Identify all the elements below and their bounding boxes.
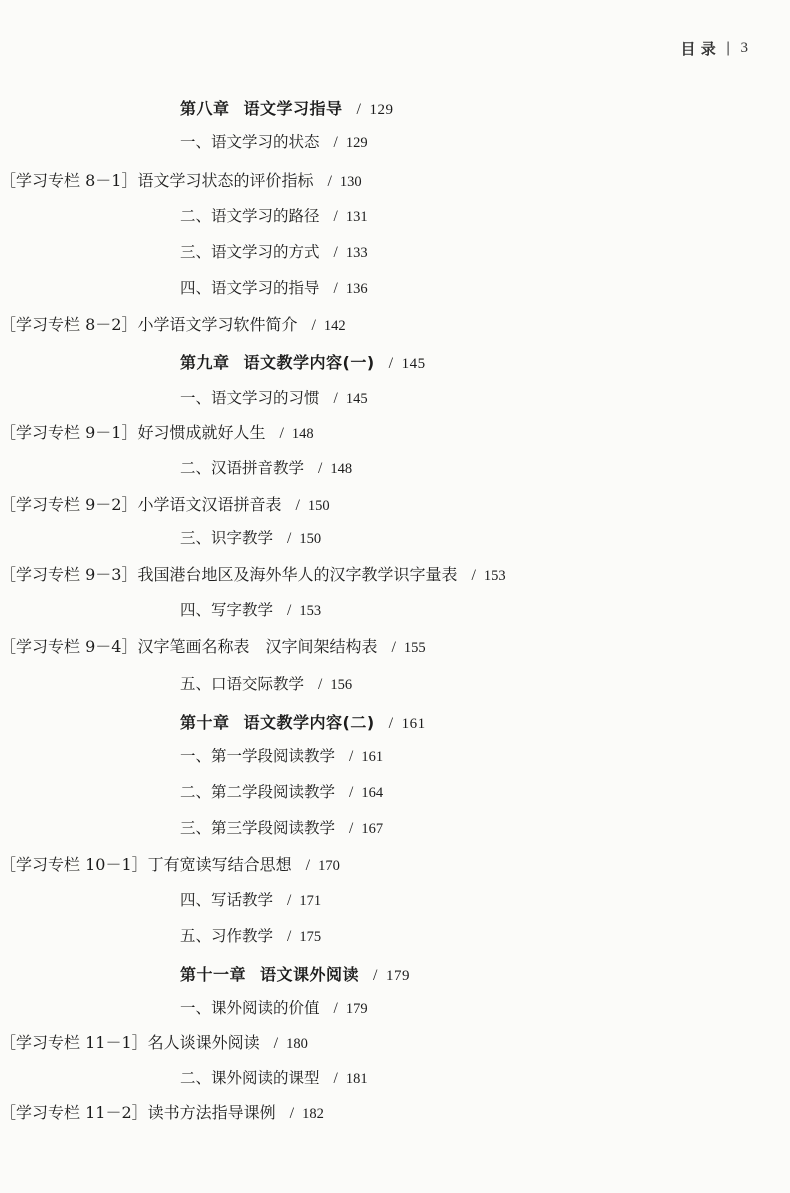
toc-section	[180, 130, 368, 152]
section-title: 二、第二学段阅读教学	[180, 783, 336, 801]
page-ref: 182	[302, 1106, 324, 1122]
page-ref: 170	[318, 858, 340, 874]
column-label: ［学习专栏 9－3］	[0, 565, 138, 584]
chapter-title: 语文学习指导	[243, 99, 343, 118]
page-ref: 171	[299, 893, 322, 909]
page-separator: /	[311, 317, 316, 334]
running-header	[681, 36, 748, 60]
toc-section	[180, 1066, 368, 1088]
column-label: ［学习专栏 11－2］	[0, 1103, 148, 1122]
toc-section	[180, 780, 383, 802]
toc-column	[0, 1100, 324, 1123]
page-separator: /	[279, 425, 284, 442]
page-ref: 164	[361, 785, 384, 801]
toc-section	[180, 744, 383, 766]
page-separator: /	[287, 928, 292, 945]
page-separator: /	[333, 280, 338, 297]
section-title: 二、课外阅读的课型	[180, 1069, 320, 1087]
page-ref: 142	[323, 318, 346, 334]
toc-column	[0, 852, 340, 875]
column-title: 语文学习状态的评价指标	[137, 171, 314, 190]
header-separator: |	[725, 40, 731, 56]
section-title: 五、口语交际教学	[180, 675, 305, 693]
toc-section	[180, 924, 321, 946]
page-separator: /	[349, 820, 354, 837]
page-ref: 161	[361, 749, 384, 765]
page-ref: 175	[299, 929, 322, 945]
toc-section	[180, 204, 368, 226]
page-ref: 136	[345, 281, 368, 297]
column-title: 我国港台地区及海外华人的汉字教学识字量表	[137, 565, 458, 584]
page-ref: 181	[345, 1071, 368, 1087]
toc-section	[180, 816, 383, 838]
page-separator: /	[349, 784, 354, 801]
column-title: 好习惯成就好人生	[137, 423, 266, 442]
toc-chapter	[180, 96, 393, 119]
page-ref: 155	[403, 640, 426, 656]
page-ref: 153	[299, 603, 322, 619]
page-separator: /	[391, 639, 396, 656]
page-ref: 145	[345, 391, 368, 407]
column-label: ［学习专栏 9－2］	[0, 495, 138, 514]
toc-column	[0, 634, 426, 657]
toc-column	[0, 562, 506, 585]
page-ref: 180	[286, 1036, 308, 1052]
chapter-label: 第十章	[180, 713, 230, 732]
section-title: 一、语文学习的状态	[180, 133, 320, 151]
chapter-title: 语文课外阅读	[260, 965, 360, 984]
page-separator: /	[471, 567, 476, 584]
page-ref: 133	[345, 245, 368, 261]
chapter-title: 语文教学内容(一)	[243, 353, 375, 372]
page-separator: /	[287, 602, 292, 619]
toc-section	[180, 672, 352, 694]
page-separator: /	[333, 244, 338, 261]
chapter-label: 第八章	[180, 99, 230, 118]
toc-section	[180, 996, 368, 1018]
section-title: 三、识字教学	[180, 529, 274, 547]
chapter-label: 第十一章	[180, 965, 247, 984]
toc-section	[180, 456, 352, 478]
page-ref: 150	[307, 498, 330, 514]
page-separator: /	[318, 460, 323, 477]
column-title: 名人谈课外阅读	[147, 1033, 260, 1052]
column-label: ［学习专栏 9－1］	[0, 423, 138, 442]
section-title: 四、写字教学	[180, 601, 274, 619]
page-separator: /	[327, 173, 332, 190]
column-label: ［学习专栏 11－1］	[0, 1033, 148, 1052]
toc-chapter	[180, 962, 410, 985]
page-ref: 148	[291, 426, 314, 442]
page-ref: 161	[401, 716, 426, 732]
page-separator: /	[305, 857, 311, 874]
toc-section	[180, 888, 321, 910]
chapter-title: 语文教学内容(二)	[243, 713, 375, 732]
toc-chapter	[180, 350, 426, 373]
page-separator: /	[318, 676, 323, 693]
toc-section	[180, 386, 368, 408]
page-separator: /	[373, 967, 378, 984]
section-title: 目 录	[680, 39, 716, 58]
page-separator: /	[349, 748, 354, 765]
toc-column	[0, 1030, 308, 1053]
page-ref: 131	[345, 209, 368, 225]
page-separator: /	[287, 892, 292, 909]
column-label: ［学习专栏 9－4］	[0, 637, 138, 656]
page-separator: /	[333, 134, 338, 151]
column-label: ［学习专栏 10－1］	[0, 855, 148, 874]
page-ref: 150	[299, 531, 322, 547]
page-separator: /	[287, 530, 292, 547]
page-separator: /	[295, 497, 300, 514]
page-separator: /	[388, 355, 394, 372]
section-title: 四、写话教学	[180, 891, 274, 909]
section-title: 三、语文学习的方式	[180, 243, 320, 261]
page-ref: 129	[369, 102, 394, 118]
page-ref: 129	[345, 135, 368, 151]
column-label: ［学习专栏 8－2］	[0, 315, 138, 334]
toc-column	[0, 492, 330, 515]
column-title: 丁有宽读写结合思想	[147, 855, 292, 874]
toc-section	[180, 598, 321, 620]
page-separator: /	[289, 1105, 295, 1122]
section-title: 二、语文学习的路径	[180, 207, 320, 225]
column-title: 汉字笔画名称表 汉字间架结构表	[137, 637, 378, 656]
page-ref: 156	[330, 677, 353, 693]
page-separator: /	[333, 390, 338, 407]
section-title: 三、第三学段阅读教学	[180, 819, 336, 837]
section-title: 一、语文学习的习惯	[180, 389, 320, 407]
page-number: 3	[740, 39, 748, 56]
page-ref: 179	[345, 1001, 368, 1017]
column-title: 小学语文汉语拼音表	[137, 495, 282, 514]
page-ref: 130	[339, 174, 362, 190]
toc-column	[0, 420, 314, 443]
page-ref: 167	[361, 821, 384, 837]
toc-section	[180, 276, 368, 298]
column-title: 小学语文学习软件简介	[137, 315, 298, 334]
section-title: 四、语文学习的指导	[180, 279, 320, 297]
toc-section	[180, 240, 368, 262]
page-ref: 179	[385, 968, 410, 984]
section-title: 二、汉语拼音教学	[180, 459, 305, 477]
page-separator: /	[333, 1070, 338, 1087]
page-ref: 148	[330, 461, 353, 477]
section-title: 一、第一学段阅读教学	[180, 747, 336, 765]
page-separator: /	[333, 208, 338, 225]
column-label: ［学习专栏 8－1］	[0, 171, 138, 190]
toc-column	[0, 312, 346, 335]
chapter-label: 第九章	[180, 353, 230, 372]
page-separator: /	[356, 101, 362, 118]
page-ref: 153	[483, 568, 506, 584]
toc-chapter	[180, 710, 426, 733]
column-title: 读书方法指导课例	[147, 1103, 276, 1122]
page-separator: /	[273, 1035, 279, 1052]
page-ref: 145	[401, 356, 426, 372]
toc-section	[180, 526, 321, 548]
section-title: 五、习作教学	[180, 927, 274, 945]
page-separator: /	[333, 1000, 338, 1017]
toc-column	[0, 168, 362, 191]
page-separator: /	[388, 715, 394, 732]
section-title: 一、课外阅读的价值	[180, 999, 320, 1017]
